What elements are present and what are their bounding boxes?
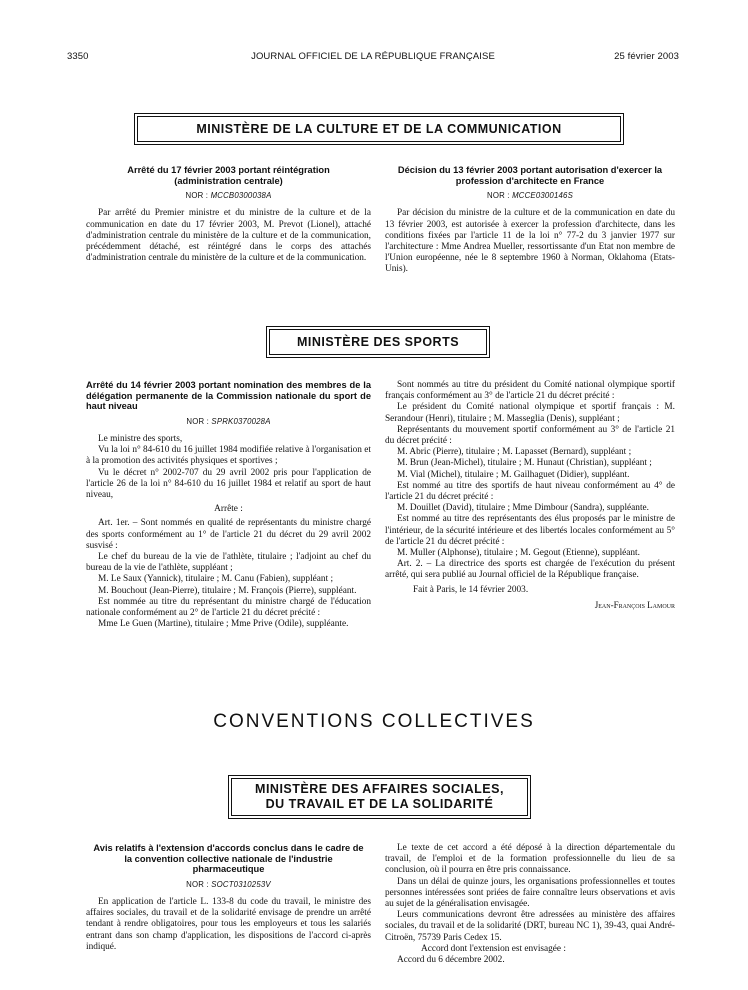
sports-paragraph: M. Muller (Alphonse), titulaire ; M. Gegout (Etienne), suppléant.	[397, 548, 640, 559]
sports-paragraph: Sont nommés au titre du président du Comité national olympique sportif français conformément au 3° de l'article 21 du décret précité :	[385, 380, 675, 402]
sports-minister-line: Le ministre des sports,	[98, 433, 183, 444]
ministry-sports-heading-text: MINISTÈRE DES SPORTS	[269, 329, 487, 355]
culture-right-nor	[385, 190, 675, 201]
sports-title: Arrêté du 14 février 2003 portant nomination des membres de la délégation permanente de la Commission nationale du sport de haut niveau	[86, 380, 371, 412]
conventions-right-column	[385, 843, 675, 966]
culture-left-body: Par arrêté du Premier ministre et du ministre de la culture et de la communication en date du 17 février 2003, M. Prevot (Lionel), attaché d'administration centrale du ministère de la culture et de la communication, précédemment détaché, est réintégré dans le corps des attachés d'administration centrale du ministère de la culture et de la communication.	[86, 208, 371, 264]
sports-paragraph: Le président du Comité national olympique et sportif français : M. Serandour (Henri), titulaire ; M. Masseglia (Denis), suppléant ;	[385, 402, 675, 424]
sports-visa-decret: Vu le décret n° 2002-707 du 29 avril 2002 pris pour l'application de l'article 26 de la loi n° 84-610 du 16 juillet 1984 et relatif au sport de haut niveau,	[86, 467, 371, 500]
sports-art1: Art. 1er. – Sont nommés en qualité de représentants du ministre chargé des sports conformément au 1° de l'article 21 du décret du 29 avril 2002 susvisé :	[86, 518, 371, 551]
page-number: 3350	[67, 51, 89, 62]
nor-label: NOR :	[186, 879, 209, 889]
conventions-paragraph: Le texte de cet accord a été déposé à la direction départementale du travail, de l'emploi et de la formation professionnelle du lieu de sa conclusion, où il pourra en être pris connaissance.	[385, 843, 675, 876]
sports-paragraph: M. Le Saux (Yannick), titulaire ; M. Canu (Fabien), suppléant ;	[98, 574, 334, 585]
ministry-social-heading-text	[231, 778, 528, 816]
ministry-culture-heading	[134, 113, 624, 145]
nor-label: NOR :	[487, 191, 510, 201]
sports-done-at: Fait à Paris, le 14 février 2003.	[413, 584, 529, 595]
conventions-left-column	[86, 843, 371, 953]
sports-paragraph: M. Vial (Michel), titulaire ; M. Gailhaguet (Didier), suppléant.	[397, 469, 630, 480]
culture-right-article	[385, 165, 675, 276]
conventions-left-body: En application de l'article L. 133-8 du code du travail, le ministre des affaires sociales, du travail et de la solidarité envisage de prendre un arrêté tendant à rendre obligatoires, pour tous les employeurs et tous les salariés entrant dans son champ d'application, les dispositions de l'accord ci-après indiqué.	[86, 896, 371, 952]
sports-paragraph: M. Douillet (David), titulaire ; Mme Dimbour (Sandra), suppléante.	[397, 503, 649, 514]
ministry-social-line1: MINISTÈRE DES AFFAIRES SOCIALES,	[255, 782, 504, 796]
sports-art2: Art. 2. – La directrice des sports est chargée de l'exécution du présent arrêté, qui sera publié au Journal officiel de la République française.	[385, 559, 675, 581]
sports-left-column	[86, 380, 371, 630]
nor-code: MCCE0300146S	[512, 191, 573, 201]
sports-paragraph: Le chef du bureau de la vie de l'athlète, titulaire ; l'adjoint au chef du bureau de la vie de l'athlète, suppléant ;	[86, 552, 371, 574]
conventions-paragraph: Dans un délai de quinze jours, les organisations professionnelles et toutes personnes intéressées sont priées de faire connaître leurs observations et avis au sujet de la généralisation envisagée.	[385, 876, 675, 910]
ministry-culture-heading-text: MINISTÈRE DE LA CULTURE ET DE LA COMMUNICATION	[137, 116, 621, 142]
culture-right-title: Décision du 13 février 2003 portant autorisation d'exercer la profession d'architecte en France	[397, 165, 663, 186]
nor-code: MCCB0300038A	[210, 191, 272, 201]
sports-paragraph: M. Bouchout (Jean-Pierre), titulaire ; M. François (Pierre), suppléant.	[98, 585, 357, 596]
conventions-nor	[86, 879, 371, 890]
sports-paragraph: Mme Le Guen (Martine), titulaire ; Mme Prive (Odile), suppléante.	[98, 619, 349, 630]
conventions-title: Avis relatifs à l'extension d'accords conclus dans le cadre de la convention collective nationale de l'industrie pharmaceutique	[93, 843, 364, 875]
nor-code: SPRK0370028A	[211, 416, 271, 426]
sports-paragraph: Représentants du mouvement sportif conformément au 3° de l'article 21 du décret précité :	[385, 424, 675, 447]
conventions-heading: CONVENTIONS COLLECTIVES	[213, 711, 535, 732]
culture-right-body: Par décision du ministre de la culture et de la communication en date du 13 février 2003, est autorisée à exercer la profession d'architecte, dans les conditions fixées par l'article 11 de la loi n° 77-2 du 3 janvier 1977 sur l'architecture : Mme Andrea Mueller, ressortissante d'un Etat non membre de l'Union européenne, née le 8 septembre 1960 à Norman, Oklahoma (Etats-Unis).	[385, 208, 675, 275]
sports-nor	[86, 416, 371, 427]
sports-paragraph: Est nommé au titre des sportifs de haut niveau conformément au 4° de l'article 21 du décret précité :	[385, 480, 675, 503]
running-header	[67, 51, 679, 63]
nor-code: SOCT0310253V	[211, 879, 271, 889]
sports-signature: Jean-François Lamour	[594, 599, 675, 610]
issue-date: 25 février 2003	[614, 51, 679, 62]
conventions-paragraph: Accord dont l'extension est envisagée :	[421, 943, 566, 954]
journal-title: JOURNAL OFFICIEL DE LA RÉPUBLIQUE FRANÇAISE	[251, 51, 495, 62]
culture-left-title: Arrêté du 17 février 2003 portant réintégration (administration centrale)	[127, 165, 330, 186]
ministry-sports-heading	[266, 326, 490, 358]
sports-arrete: Arrête :	[214, 504, 243, 515]
sports-visa-loi: Vu la loi n° 84-610 du 16 juillet 1984 modifiée relative à l'organisation et à la promotion des activités physiques et sportives ;	[86, 445, 371, 467]
culture-left-article	[86, 165, 371, 264]
ministry-social-line2: DU TRAVAIL ET DE LA SOLIDARITÉ	[265, 797, 494, 811]
conventions-paragraph: Leurs communications devront être adressées au ministère des affaires sociales, du travail et de la solidarité (DRT, bureau NC 1), 39-43, quai André-Citroën, 75739 Paris Cedex 15.	[385, 910, 675, 943]
ministry-social-heading	[228, 775, 531, 819]
sports-paragraph: M. Brun (Jean-Michel), titulaire ; M. Hunaut (Christian), suppléant ;	[397, 458, 652, 469]
culture-left-nor	[86, 190, 371, 201]
nor-label: NOR :	[186, 416, 210, 426]
sports-right-column	[385, 380, 675, 611]
sports-paragraph: Est nommée au titre du représentant du ministre chargé de l'éducation nationale conformément au 2° de l'article 21 du décret précité :	[86, 596, 371, 619]
nor-label: NOR :	[185, 191, 209, 201]
sports-paragraph: Est nommé au titre des représentants des élus proposés par le ministre de l'intérieur, de la sécurité intérieure et des libertés locales conformément au 5° de l'article 21 du décret précité :	[385, 514, 675, 547]
conventions-paragraph: Accord du 6 décembre 2002.	[397, 955, 505, 966]
sports-paragraph: M. Abric (Pierre), titulaire ; M. Lapasset (Bernard), suppléant ;	[397, 447, 632, 458]
